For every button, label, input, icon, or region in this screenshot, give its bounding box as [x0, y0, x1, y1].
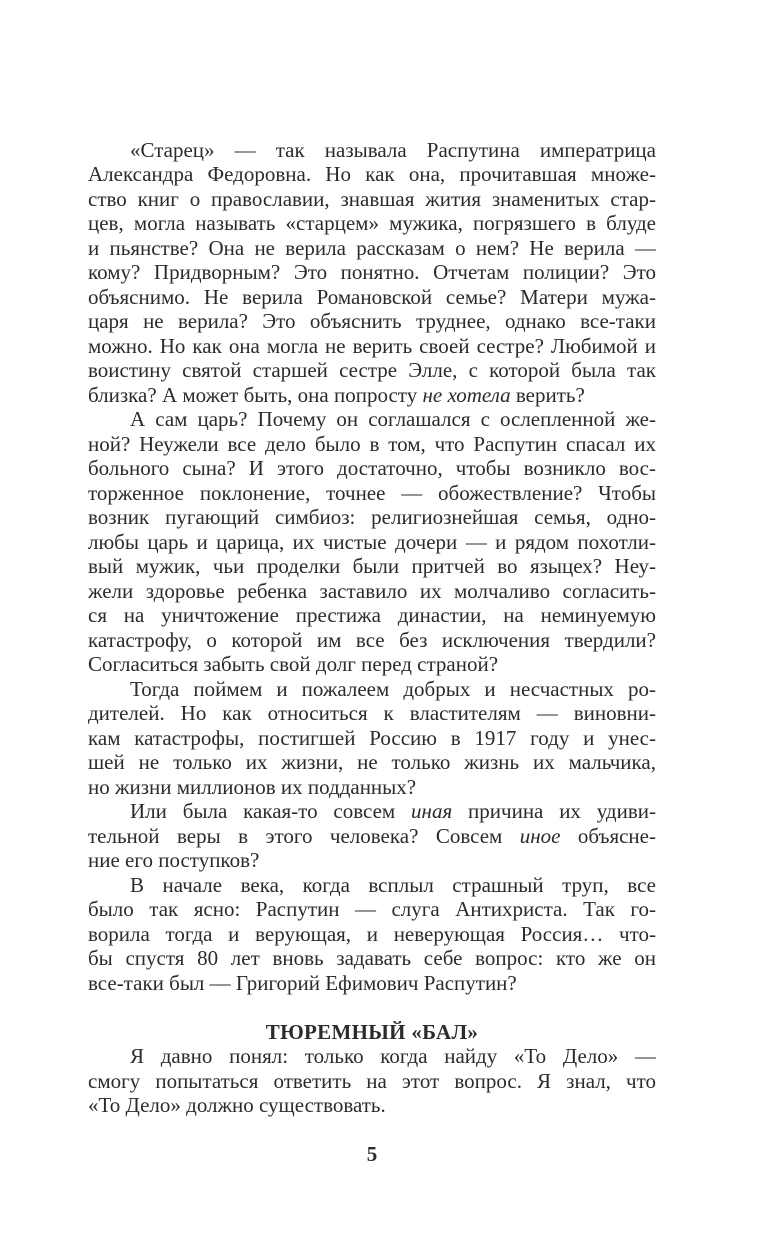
text-line: [88, 505, 656, 530]
text-segment: больного сына? И этого достаточно, чтобы возникло вос-: [88, 456, 656, 481]
text-line: [88, 138, 656, 163]
text-segment: и пьянстве? Она не верила рассказам о нем? Не верила —: [88, 235, 656, 260]
paragraph: [88, 873, 656, 996]
text-line: [88, 897, 656, 922]
text-segment: воистину святой старшей сестре Элле, с которой была так: [88, 358, 656, 383]
chapter-text: [88, 138, 656, 996]
text-line: [88, 652, 656, 677]
text-segment: ство книг о православии, знавшая жития знаменитых стар-: [88, 186, 656, 211]
text-segment: А сам царь? Почему он соглашался с ослепленной же-: [130, 407, 656, 432]
text-segment: ся на уничтожение престижа династии, на неминуемую: [88, 603, 656, 628]
text-segment: причина их удиви-: [452, 799, 656, 824]
text-line: [88, 946, 656, 971]
text-line: [88, 260, 656, 285]
text-segment: верить?: [510, 382, 585, 407]
text-line: [88, 628, 656, 653]
text-segment: ние его поступков?: [88, 848, 260, 873]
text-line: [88, 1093, 656, 1118]
text-segment: любы царь и царица, их чистые дочери — и рядом похотли-: [88, 529, 656, 554]
text-line: [88, 775, 656, 800]
text-line: [88, 187, 656, 212]
text-line: [88, 726, 656, 751]
text-segment: «То Дело» должно существовать.: [88, 1093, 386, 1118]
text-segment: цев, могла называть «старцем» мужика, погрязшего в блуде: [88, 211, 656, 236]
text-segment: кам катастрофы, постигшей Россию в 1917 году и унес-: [88, 725, 656, 750]
text-line: [88, 285, 656, 310]
text-line: [88, 236, 656, 261]
text-segment: В начале века, когда всплыл страшный труп, все: [130, 872, 656, 897]
text-segment: можно. Но как она могла не верить своей сестре? Любимой и: [88, 333, 656, 358]
emphasis-text: иная: [411, 799, 453, 824]
paragraph: [88, 407, 656, 677]
text-segment: катастрофу, о которой им все без исключения твердили?: [88, 627, 656, 652]
text-line: [88, 873, 656, 898]
text-line: [88, 358, 656, 383]
page-number: 5: [366, 1142, 378, 1166]
text-segment: объяснимо. Не верила Романовской семье? Матери мужа-: [88, 284, 656, 309]
paragraph: [88, 677, 656, 800]
text-line: [88, 701, 656, 726]
text-line: [88, 554, 656, 579]
text-segment: царя не верила? Это объяснить труднее, однако все-таки: [88, 309, 656, 334]
text-line: [88, 677, 656, 702]
page-body: [88, 138, 656, 1118]
text-line: [88, 162, 656, 187]
text-line: [88, 971, 656, 996]
text-segment: ворила тогда и верующая, и неверующая Россия… что-: [88, 921, 656, 946]
text-segment: кому? Придворным? Это понятно. Отчетам полиции? Это: [88, 260, 656, 285]
text-segment: ной? Неужели все дело было в том, что Распутин спасал их: [88, 431, 656, 456]
text-segment: шей не только их жизни, не только жизнь их мальчика,: [88, 750, 656, 775]
text-line: [88, 334, 656, 359]
text-line: [88, 750, 656, 775]
text-line: [88, 824, 656, 849]
text-segment: Тогда поймем и пожалеем добрых и несчастных ро-: [130, 676, 656, 701]
text-line: [88, 530, 656, 555]
text-segment: было так ясно: Распутин — слуга Антихриста. Так го-: [88, 897, 656, 922]
text-segment: Согласиться забыть свой долг перед страной?: [88, 652, 499, 677]
text-line: [88, 432, 656, 457]
text-line: [88, 799, 656, 824]
text-line: [88, 579, 656, 604]
text-line: [88, 922, 656, 947]
text-segment: возник пугающий симбиоз: религиознейшая семья, одно-: [88, 505, 656, 530]
section-heading: ТЮРЕМНЫЙ «БАЛ»: [265, 1019, 479, 1044]
text-segment: жели здоровье ребенка заставило их молчаливо согласить-: [88, 578, 656, 603]
text-line: [88, 1044, 656, 1069]
emphasis-text: не хотела: [422, 382, 511, 407]
text-line: [88, 1069, 656, 1094]
text-segment: Александра Федоровна. Но как она, прочитавшая множе-: [88, 162, 656, 187]
text-line: [88, 309, 656, 334]
paragraph: [88, 1044, 656, 1118]
section-text: [88, 1044, 656, 1118]
paragraph: [88, 138, 656, 408]
text-segment: Я давно понял: только когда найду «То Дело» —: [130, 1044, 656, 1069]
text-line: [88, 456, 656, 481]
text-segment: смогу попытаться ответить на этот вопрос. Я знал, что: [88, 1068, 656, 1093]
text-segment: торженное поклонение, точнее — обожествление? Чтобы: [88, 480, 656, 505]
text-segment: все-таки был — Григорий Ефимович Распутин?: [88, 970, 517, 995]
text-segment: тельной веры в этого человека? Совсем: [88, 823, 520, 848]
text-segment: вый мужик, чьи проделки были притчей во языцех? Неу-: [88, 554, 656, 579]
text-line: [88, 407, 656, 432]
paragraph: [88, 799, 656, 873]
text-line: [88, 481, 656, 506]
emphasis-text: иное: [519, 823, 561, 848]
text-segment: дителей. Но как относиться к властителям — виновни-: [88, 701, 656, 726]
text-segment: бы спустя 80 лет вновь задавать себе вопрос: кто же он: [88, 946, 656, 971]
text-segment: объясне-: [560, 823, 656, 848]
text-line: [88, 383, 656, 408]
text-segment: но жизни миллионов их подданных?: [88, 774, 417, 799]
text-segment: близка? А может быть, она попросту: [88, 382, 423, 407]
text-line: [88, 848, 656, 873]
text-segment: «Старец» — так называла Распутина императрица: [130, 137, 656, 162]
text-segment: Или была какая-то совсем: [130, 799, 412, 824]
text-line: [88, 603, 656, 628]
text-line: [88, 211, 656, 236]
